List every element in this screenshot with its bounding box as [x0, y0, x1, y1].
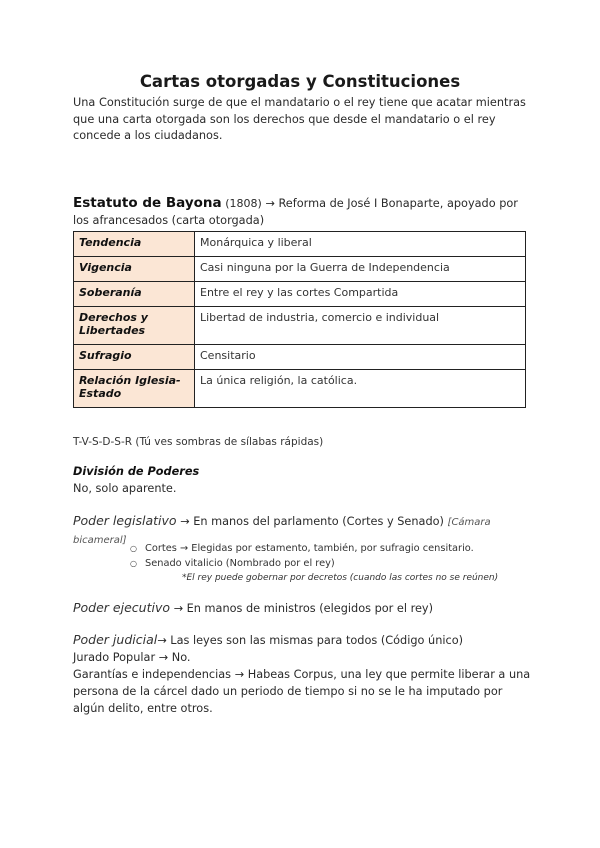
- estatuto-heading: Estatuto de Bayona: [73, 195, 222, 211]
- division-heading: División de Poderes: [73, 465, 200, 478]
- page-title: Cartas otorgadas y Constituciones: [139, 72, 461, 91]
- table-value: La única religión, la católica.: [195, 370, 526, 408]
- jurado-line: Jurado Popular → No.: [73, 651, 191, 664]
- table-key: Soberanía: [74, 282, 195, 307]
- table-row: [74, 345, 526, 370]
- table-key: Sufragio: [74, 345, 195, 370]
- intro-paragraph: Una Constitución surge de que el mandatario o el rey tiene que acatar mientras que una carta otorgada son los derechos que desde el mandatario o el rey concede a los ciudadanos.: [73, 96, 526, 142]
- table-row: [74, 307, 526, 345]
- table-key: Relación Iglesia-Estado: [74, 370, 195, 408]
- judicial-section: [73, 631, 533, 717]
- ejecutivo-section: [73, 599, 533, 617]
- legislativo-bullet: Senado vitalicio (Nombrado por el rey): [145, 558, 335, 569]
- judicial-heading: Poder judicial: [73, 632, 158, 647]
- table-row: [74, 370, 526, 408]
- judicial-line: [73, 631, 533, 649]
- legislativo-heading: Poder legislativo: [73, 513, 177, 528]
- table-row: [74, 282, 526, 307]
- list-item: [130, 543, 474, 554]
- estatuto-heading-line: [73, 195, 528, 229]
- mnemonic-line: T-V-S-D-S-R (Tú ves sombras de sílabas rápidas): [73, 436, 324, 448]
- estatuto-description: → Reforma de José I Bonaparte, apoyado por los afrancesados (carta otorgada): [73, 197, 518, 227]
- table-row: [74, 257, 526, 282]
- division-section: [73, 463, 533, 497]
- table-value: Censitario: [195, 345, 526, 370]
- legislativo-note: [Cámara bicameral]: [73, 517, 491, 546]
- table-value: Casi ninguna por la Guerra de Independencia: [195, 257, 526, 282]
- judicial-text: → Las leyes son las mismas para todos (Código único): [157, 634, 464, 647]
- ejecutivo-text: → En manos de ministros (elegidos por el rey): [170, 602, 434, 615]
- division-text: No, solo aparente.: [73, 482, 177, 495]
- table-key: Tendencia: [74, 232, 195, 257]
- estatuto-year: (1808): [225, 197, 262, 210]
- garantias-paragraph: Garantías e independencias → Habeas Corpus, una ley que permite liberar a una persona de la cárcel dado un periodo de tiempo si no se le ha imputado por algún delito, entre otros.: [73, 668, 531, 715]
- legislativo-bullet: Cortes → Elegidas por estamento, también, por sufragio censitario.: [145, 543, 474, 554]
- table-value: Monárquica y liberal: [195, 232, 526, 257]
- bullet-circle-icon: ○: [130, 559, 137, 568]
- ejecutivo-heading: Poder ejecutivo: [73, 600, 170, 615]
- table-key: Derechos y Libertades: [74, 307, 195, 345]
- table-row: [74, 232, 526, 257]
- legislativo-footnote: *El rey puede gobernar por decretos (cuando las cortes no se reúnen): [182, 573, 499, 583]
- table-value: Libertad de industria, comercio e individual: [195, 307, 526, 345]
- list-item: [130, 558, 335, 569]
- bullet-circle-icon: ○: [130, 544, 137, 553]
- legislativo-text: → En manos del parlamento (Cortes y Senado): [176, 515, 448, 528]
- table-key: Vigencia: [74, 257, 195, 282]
- estatuto-table: [73, 231, 526, 408]
- table-value: Entre el rey y las cortes Compartida: [195, 282, 526, 307]
